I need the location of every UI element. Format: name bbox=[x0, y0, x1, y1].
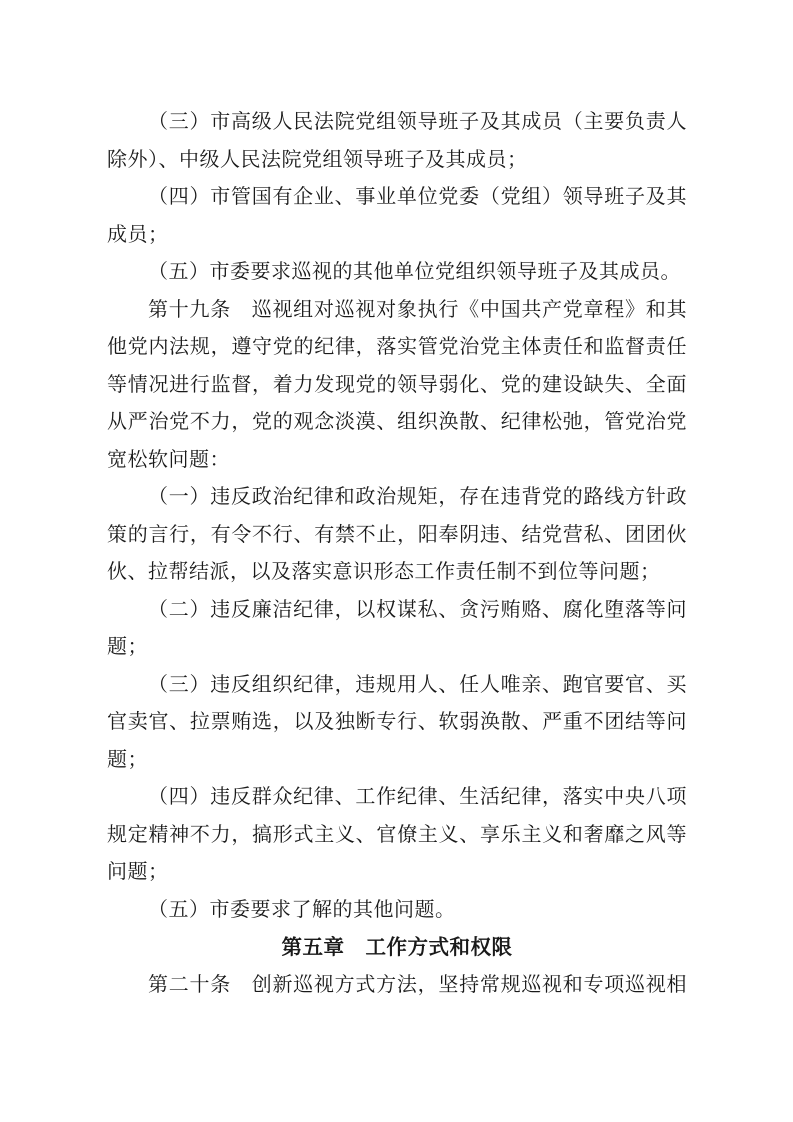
document-line: （三）市高级人民法院党组领导班子及其成员（主要负责人 bbox=[148, 111, 687, 133]
document-line: 从严治党不力，党的观念淡漠、组织涣散、纪律松弛，管党治党 bbox=[107, 411, 687, 433]
document-line: （三）违反组织纪律，违规用人、任人唯亲、跑官要官、买 bbox=[148, 673, 687, 696]
document-line: 题； bbox=[107, 636, 148, 658]
document-line: 成员； bbox=[107, 223, 169, 246]
document-line: 他党内法规，遵守党的纪律，落实管党治党主体责任和监督责任 bbox=[107, 336, 687, 358]
document-line: （一）违反政治纪律和政治规矩，存在违背党的路线方针政 bbox=[148, 486, 687, 508]
document-line: 官卖官、拉票贿选，以及独断专行、软弱涣散、严重不团结等问 bbox=[107, 711, 687, 733]
document-line: 规定精神不力，搞形式主义、官僚主义、享乐主义和奢靡之风等 bbox=[107, 823, 687, 846]
article-19-line: 第十九条 巡视组对巡视对象执行《中国共产党章程》和其 bbox=[148, 298, 687, 321]
document-line: （四）市管国有企业、事业单位党委（党组）领导班子及其 bbox=[148, 186, 687, 208]
document-line: （二）违反廉洁纪律，以权谋私、贪污贿赂、腐化堕落等问 bbox=[148, 598, 687, 621]
document-line: 宽松软问题： bbox=[107, 448, 230, 471]
document-line: （四）违反群众纪律、工作纪律、生活纪律，落实中央八项 bbox=[148, 786, 687, 808]
document-line: 问题； bbox=[107, 861, 169, 883]
article-20-line: 第二十条 创新巡视方式方法，坚持常规巡视和专项巡视相 bbox=[148, 973, 687, 996]
document-line: 等情况进行监督，着力发现党的领导弱化、党的建设缺失、全面 bbox=[107, 373, 687, 396]
document-line: 策的言行，有令不行、有禁不止，阳奉阴违、结党营私、团团伙 bbox=[107, 523, 687, 546]
document-line: 题； bbox=[107, 748, 148, 771]
chapter-heading: 第五章 工作方式和权限 bbox=[281, 936, 513, 959]
document-text-block bbox=[107, 104, 687, 1004]
document-line: （五）市委要求了解的其他问题。 bbox=[148, 898, 456, 921]
document-line: 除外）、中级人民法院党组领导班子及其成员； bbox=[107, 148, 528, 171]
document-line: （五）市委要求巡视的其他单位党组织领导班子及其成员。 bbox=[148, 261, 681, 283]
document-line: 伙、拉帮结派，以及落实意识形态工作责任制不到位等问题； bbox=[107, 561, 661, 583]
